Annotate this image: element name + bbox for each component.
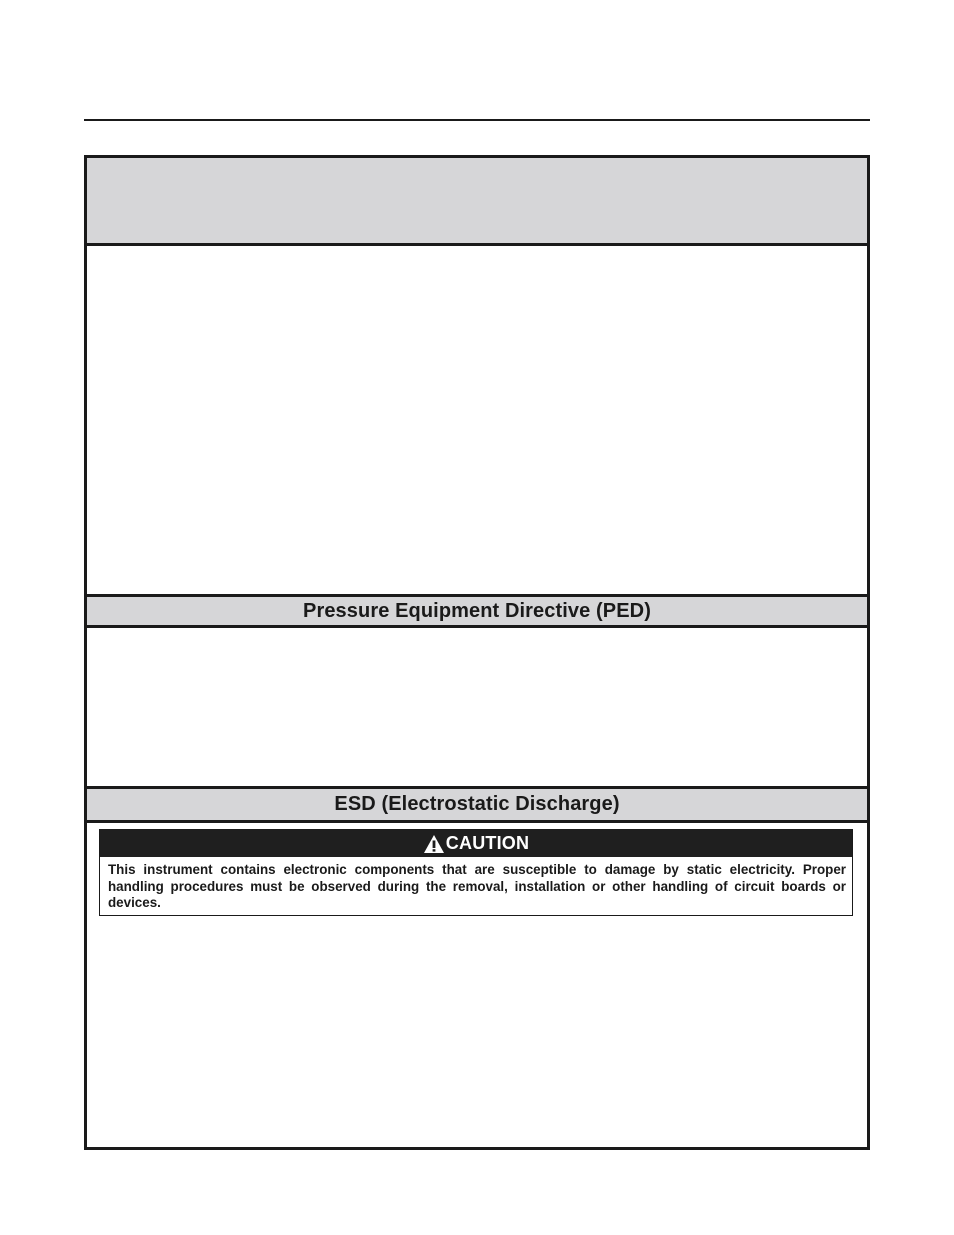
caution-header [100, 830, 852, 857]
content-frame [84, 155, 870, 1150]
header-rule [84, 119, 870, 121]
caution-notice [99, 829, 853, 916]
esd-section-header [87, 786, 867, 823]
caution-label: CAUTION [445, 833, 530, 853]
warning-triangle-icon [423, 834, 445, 854]
caution-text: This instrument contains electronic components that are susceptible to damage by static electricity. Proper handling procedures must be observed during the removal, installation or other handling of circuit boards or devices. [108, 862, 846, 910]
esd-section-title: ESD (Electrostatic Discharge) [334, 793, 620, 815]
ped-section-header [87, 594, 867, 628]
top-section-header [87, 158, 867, 246]
ped-section-title: Pressure Equipment Directive (PED) [303, 599, 651, 622]
